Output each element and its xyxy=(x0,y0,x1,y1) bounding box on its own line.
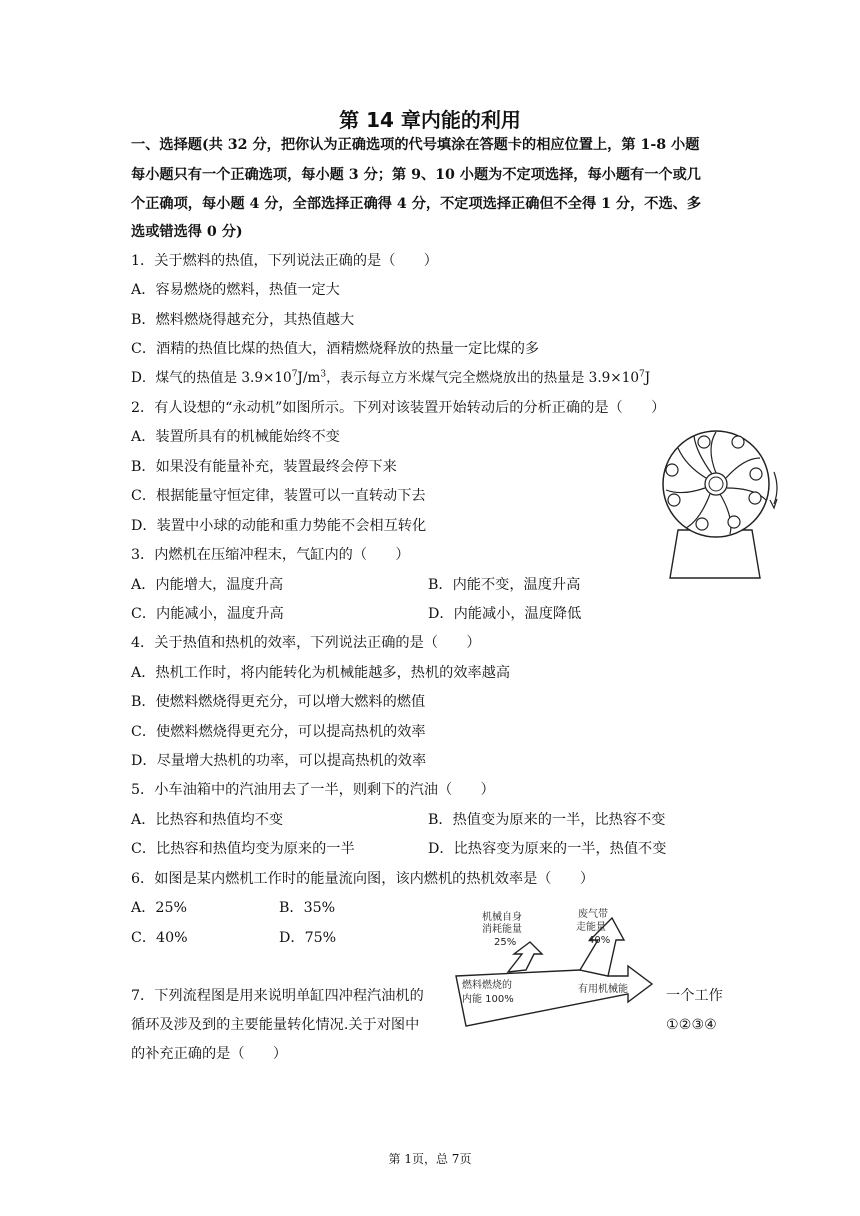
question-stem: 5．小车油箱中的汽油用去了一半，则剩下的汽油（ ） xyxy=(131,782,495,798)
mechanical-loss-label-2: 消耗能量 xyxy=(482,924,522,935)
fuel-energy-label-2: 内能 100% xyxy=(462,994,514,1005)
option-a: A．比热容和热值均不变 xyxy=(131,812,284,828)
exhaust-loss-label-2: 走能量 xyxy=(576,922,606,933)
mechanical-loss-label-1: 机械自身 xyxy=(482,912,522,923)
question-stem-line-3: 的补充正确的是（ ） xyxy=(131,1046,288,1062)
option-c: C．40% xyxy=(131,930,188,946)
question-stem-line-2: 循环及涉及到的主要能量转化情况.关于对图中 xyxy=(131,1017,420,1033)
option-a: A．装置所具有的机械能始终不变 xyxy=(131,429,340,445)
exhaust-loss-label-3: 40% xyxy=(588,935,611,946)
energy-flow-diagram xyxy=(452,902,662,1028)
perpetual-motion-wheel-figure xyxy=(656,418,780,580)
section-line-2: 每小题只有一个正确选项，每小题 3 分；第 9、10 小题为不定项选择，每小题有一个或几 xyxy=(131,167,701,183)
option-c: C．内能减小，温度升高 xyxy=(131,606,284,622)
option-b: B．如果没有能量补充，装置最终会停下来 xyxy=(131,459,397,475)
useful-energy-label: 有用机械能 xyxy=(578,984,628,995)
page-footer: 第 1页，总 7页 xyxy=(388,1152,472,1166)
question-stem: 2．有人设想的“永动机”如图所示。下列对该装置开始转动后的分析正确的是（ ） xyxy=(131,400,666,416)
question-stem: 3．内燃机在压缩冲程末，气缸内的（ ） xyxy=(131,547,410,563)
option-a: A．内能增大，温度升高 xyxy=(131,577,284,593)
mechanical-loss-label-3: 25% xyxy=(494,937,517,948)
option-c: C．根据能量守恒定律，装置可以一直转动下去 xyxy=(131,488,426,504)
question-stem-line-2-right: ①②③④ xyxy=(666,1017,717,1033)
option-a: A．容易燃烧的燃料，热值一定大 xyxy=(131,282,340,298)
option-c: C．使燃料燃烧得更充分，可以提高热机的效率 xyxy=(131,724,426,740)
section-line-3: 个正确项，每小题 4 分，全部选择正确得 4 分，不定项选择正确但不全得 1 分，不选、多 xyxy=(131,196,702,212)
page-title: 第 14 章内能的利用 xyxy=(339,108,521,132)
option-c: C．比热容和热值均变为原来的一半 xyxy=(131,841,355,857)
section-line-4: 选或错选得 0 分) xyxy=(131,224,243,240)
option-d: D．尽量增大热机的功率，可以提高热机的效率 xyxy=(131,753,427,769)
question-stem: 4．关于热值和热机的效率，下列说法正确的是（ ） xyxy=(131,635,481,651)
section-line-1: 一、选择题(共 32 分，把你认为正确选项的代号填涂在答题卡的相应位置上，第 1-8 小题 xyxy=(131,137,700,153)
option-d: D．内能减小，温度降低 xyxy=(428,606,582,622)
question-stem-line-1: 7．下列流程图是用来说明单缸四冲程汽油机的 xyxy=(131,988,424,1004)
option-d: D．装置中小球的动能和重力势能不会相互转化 xyxy=(131,518,427,534)
option-a: A．25% xyxy=(131,900,187,916)
option-b: B．燃料燃烧得越充分，其热值越大 xyxy=(131,312,355,328)
exhaust-loss-label-1: 废气带 xyxy=(578,909,608,920)
fuel-energy-label-1: 燃料燃烧的 xyxy=(462,980,512,991)
option-d: D．比热容变为原来的一半，热值不变 xyxy=(428,841,667,857)
option-b: B．热值变为原来的一半，比热容不变 xyxy=(428,812,666,828)
question-stem: 6．如图是某内燃机工作时的能量流向图，该内燃机的热机效率是（ ） xyxy=(131,871,595,887)
option-b: B．使燃料燃烧得更充分，可以增大燃料的燃值 xyxy=(131,694,426,710)
option-b: B．35% xyxy=(279,900,336,916)
option-d: D．煤气的热值是 $3.9\times 10^7J/m^3$，表示每立方米煤气完全燃烧放出的热量是 $3.9\times 10^7J$ xyxy=(131,369,651,386)
option-c: C．酒精的热值比煤的热值大，酒精燃烧释放的热量一定比煤的多 xyxy=(131,341,540,357)
option-b: B．内能不变，温度升高 xyxy=(428,577,581,593)
option-d: D．75% xyxy=(279,930,337,946)
question-stem-line-1-right: 一个工作 xyxy=(666,988,723,1004)
option-a: A．热机工作时，将内能转化为机械能越多，热机的效率越高 xyxy=(131,665,511,681)
question-stem: 1．关于燃料的热值，下列说法正确的是（ ） xyxy=(131,253,438,269)
